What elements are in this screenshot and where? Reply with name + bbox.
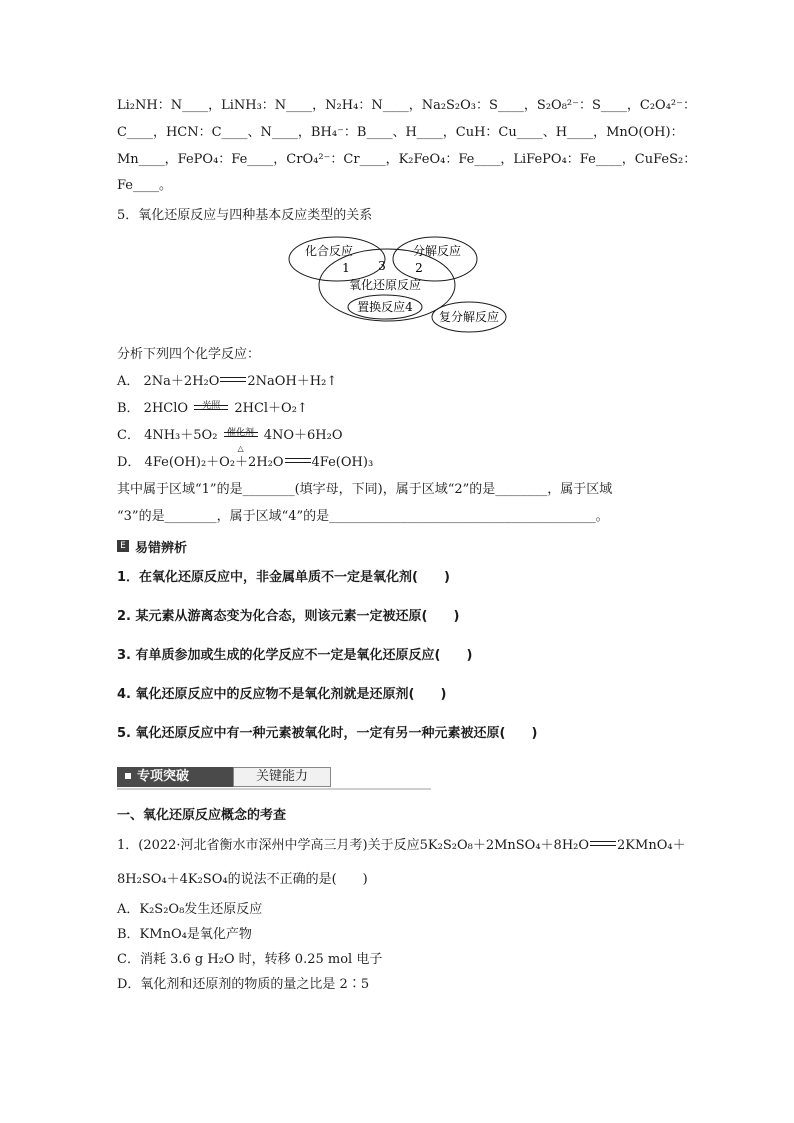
- q1-source: 1．(2022·河北省衡水市深州中学高三月考)关于反应: [117, 838, 420, 853]
- equals-sign: [220, 377, 246, 382]
- condition-catalyst-label: 催化剂: [227, 428, 255, 438]
- label-decomposition: 分解反应: [412, 244, 462, 258]
- reaction-b-right: 2HCl＋O₂↑: [234, 401, 308, 416]
- square-bullet-icon: [125, 773, 131, 779]
- equals-sign: [590, 841, 616, 846]
- section-banner: [117, 763, 431, 789]
- label-region-1: 1: [342, 261, 350, 275]
- reaction-b: [117, 395, 683, 422]
- q4-block: [117, 92, 697, 198]
- reaction-a-left: A． 2Na＋2H₂O: [117, 374, 220, 389]
- reaction-d-left: D． 4Fe(OH)₂＋O₂＋2H₂O: [117, 455, 284, 470]
- pitfall-item-5: 5. 氧化还原反应中有一种元素被氧化时，一定有另一种元素被还原( ): [117, 726, 538, 741]
- q4-line-4: Fe____。: [117, 178, 173, 193]
- q1-option-a: A．K₂S₂O₈发生还原反应: [117, 902, 263, 917]
- pitfalls-title: 易错辨析: [135, 540, 188, 556]
- equals-bars: [194, 405, 228, 410]
- pitfalls-header: [117, 534, 683, 558]
- condition-arrow-catalyst-heat: [222, 423, 260, 453]
- label-region-2: 2: [415, 261, 423, 275]
- label-combination: 化合反应: [304, 244, 354, 258]
- banner-dark-label: [117, 767, 233, 787]
- q5-title: 5．氧化还原反应与四种基本反应类型的关系: [117, 208, 373, 223]
- reaction-a: [117, 368, 683, 395]
- q1-line-2: 8H₂SO₄＋4K₂SO₄的说法不正确的是( ): [117, 872, 368, 887]
- q4-line-3: Mn____，FePO₄：Fe____，CrO₄²⁻：Cr____，K₂FeO₄：Fe____，LiFePO₄：Fe____，CuFeS₂：: [117, 152, 697, 167]
- q5-prompt: 分析下列四个化学反应：: [117, 347, 261, 362]
- label-redox: 氧化还原反应: [348, 278, 422, 292]
- reaction-type-venn-diagram: [117, 233, 683, 333]
- pitfall-item-3: 3. 有单质参加或生成的化学反应不一定是氧化还原反应( ): [117, 648, 473, 663]
- reaction-c-left: C． 4NH₃＋5O₂: [117, 428, 218, 443]
- pitfall-item-1: 1．在氧化还原反应中，非金属单质不一定是氧化剂( ): [117, 570, 450, 585]
- reaction-b-left: B． 2HClO: [117, 401, 189, 416]
- section1-title: 一、氧化还原反应概念的考查: [117, 808, 287, 823]
- q1-option-b: B．KMnO₄是氧化产物: [117, 927, 252, 942]
- banner-light-label: 关键能力: [233, 767, 331, 787]
- venn-diagram-svg: [117, 233, 683, 333]
- document-page: [117, 92, 697, 997]
- label-region-3: 3: [378, 259, 386, 273]
- q1-option-c: C．消耗 3.6 g H₂O 时，转移 0.25 mol 电子: [117, 952, 383, 967]
- q1-equation-right: 2KMnO₄＋: [617, 838, 686, 853]
- pitfall-item-2: 2. 某元素从游离态变为化合态，则该元素一定被还原( ): [117, 609, 460, 624]
- q5-question-line-2: “3”的是________，属于区域“4”的是_________________________________________。: [117, 509, 609, 524]
- condition-arrow-light: [192, 396, 230, 416]
- banner-dark-text: 专项突破: [137, 769, 190, 784]
- pitfalls-list: [117, 558, 683, 753]
- q4-line-2: C____，HCN：C____、N____，BH₄⁻：B____、H____，CuH：Cu____、H____，MnO(OH)：: [117, 125, 684, 140]
- q1-option-d: D．氧化剂和还原剂的物质的量之比是 2∶5: [117, 977, 370, 992]
- pitfall-e-icon: E: [117, 540, 129, 552]
- pitfall-item-4: 4. 氧化还原反应中的反应物不是氧化剂就是还原剂( ): [117, 687, 447, 702]
- q1-line-1: [117, 829, 686, 863]
- banner-divider: [117, 788, 431, 790]
- condition-light-label: 光照: [202, 401, 221, 411]
- condition-heat-label: △: [237, 444, 244, 453]
- q1-equation-left: 5K₂S₂O₈＋2MnSO₄＋8H₂O: [419, 838, 590, 853]
- reaction-d: [117, 449, 683, 476]
- q5-question-line-1: 其中属于区域“1”的是________(填字母，下同)，属于区域“2”的是________，属于区域: [117, 482, 613, 497]
- reaction-c: [117, 422, 683, 453]
- label-displacement: 置换反应4: [357, 300, 413, 314]
- label-double-decomposition: 复分解反应: [438, 310, 500, 324]
- q4-line-1: Li₂NH：N____，LiNH₃：N____，N₂H₄：N____，Na₂S₂O₃：S____，S₂O₈²⁻：S____，C₂O₄²⁻：: [117, 98, 696, 113]
- equals-sign: [285, 458, 311, 463]
- reaction-a-right: 2NaOH＋H₂↑: [247, 374, 338, 389]
- reaction-d-right: 4Fe(OH)₃: [311, 455, 374, 470]
- reaction-c-right: 4NO＋6H₂O: [263, 428, 343, 443]
